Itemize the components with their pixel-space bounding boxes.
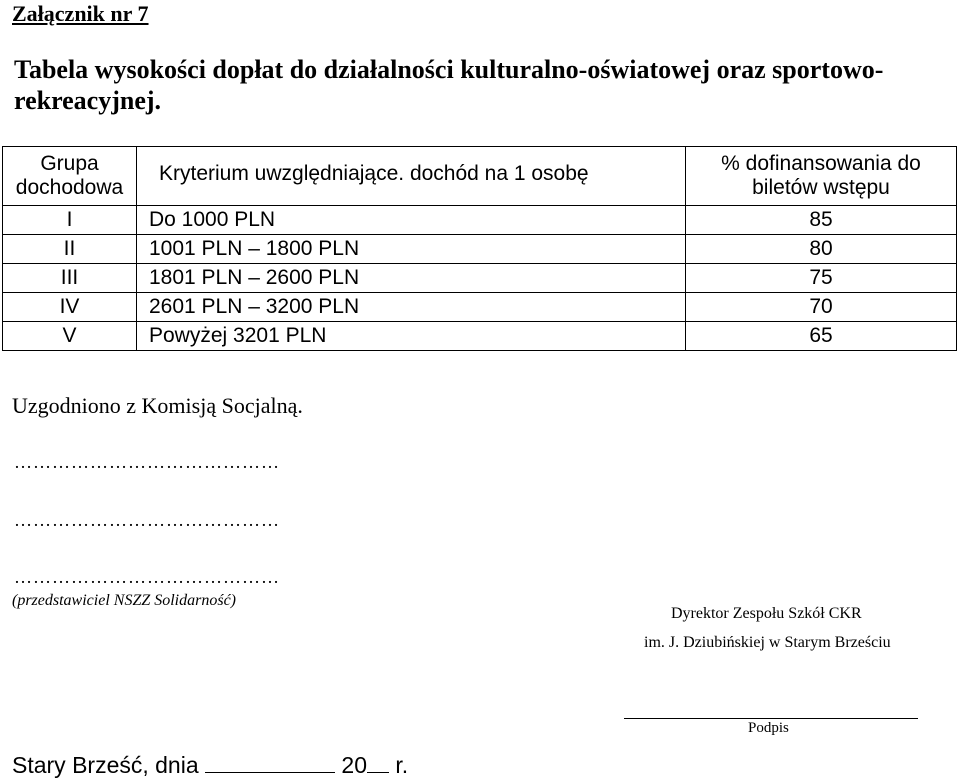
table-row — [3, 322, 957, 351]
table-row — [3, 235, 957, 264]
income-cell: Powyżej 3201 PLN — [137, 322, 686, 351]
table-row — [3, 206, 957, 235]
group-cell: IV — [3, 293, 137, 322]
agreement-text: Uzgodniono z Komisją Socjalną. — [12, 393, 303, 418]
percent-cell: 70 — [686, 293, 957, 322]
document-title: Tabela wysokości dopłat do działalności kulturalno-oświatowej oraz sportowo-rekreacyjnej. — [14, 55, 884, 115]
percent-cell: 65 — [686, 322, 957, 351]
place-prefix: Stary Brześć, dnia — [12, 752, 199, 778]
group-cell: III — [3, 264, 137, 293]
group-cell: I — [3, 206, 137, 235]
group-cell: II — [3, 235, 137, 264]
header-percent: % dofinansowania do biletów wstępu — [686, 147, 957, 206]
income-cell: 1801 PLN – 2600 PLN — [137, 264, 686, 293]
table-row — [3, 264, 957, 293]
percent-cell: 80 — [686, 235, 957, 264]
percent-cell: 85 — [686, 206, 957, 235]
header-criterion — [137, 147, 686, 206]
table-row — [3, 293, 957, 322]
signature-dots-2: …………………………………… — [14, 510, 280, 530]
percent-cell: 75 — [686, 264, 957, 293]
year-prefix: 20 — [341, 752, 368, 778]
representative-label: (przedstawiciel NSZZ Solidarność) — [12, 592, 237, 609]
signature-dots-1: …………………………………… — [14, 452, 280, 472]
income-cell: 1001 PLN – 1800 PLN — [137, 235, 686, 264]
signature-dots-3: …………………………………… — [14, 567, 280, 587]
year-blank — [367, 772, 389, 773]
place-date-line — [12, 752, 408, 779]
income-cell: 2601 PLN – 3200 PLN — [137, 293, 686, 322]
group-cell: V — [3, 322, 137, 351]
year-suffix: r. — [395, 752, 409, 778]
header-group: Grupa dochodowa — [3, 147, 137, 206]
signature-label: Podpis — [748, 720, 789, 736]
date-blank — [205, 772, 335, 773]
subsidy-table — [2, 146, 957, 351]
income-cell: Do 1000 PLN — [137, 206, 686, 235]
table-header-row — [3, 147, 957, 206]
signature-line — [624, 718, 918, 719]
annex-label: Załącznik nr 7 — [12, 1, 149, 26]
director-school: im. J. Dziubińskiej w Starym Brześciu — [644, 634, 891, 651]
director-title: Dyrektor Zespołu Szkół CKR — [671, 605, 862, 622]
header-criterion-text: Kryterium uwzględniające. dochód na 1 osobę — [159, 162, 589, 185]
